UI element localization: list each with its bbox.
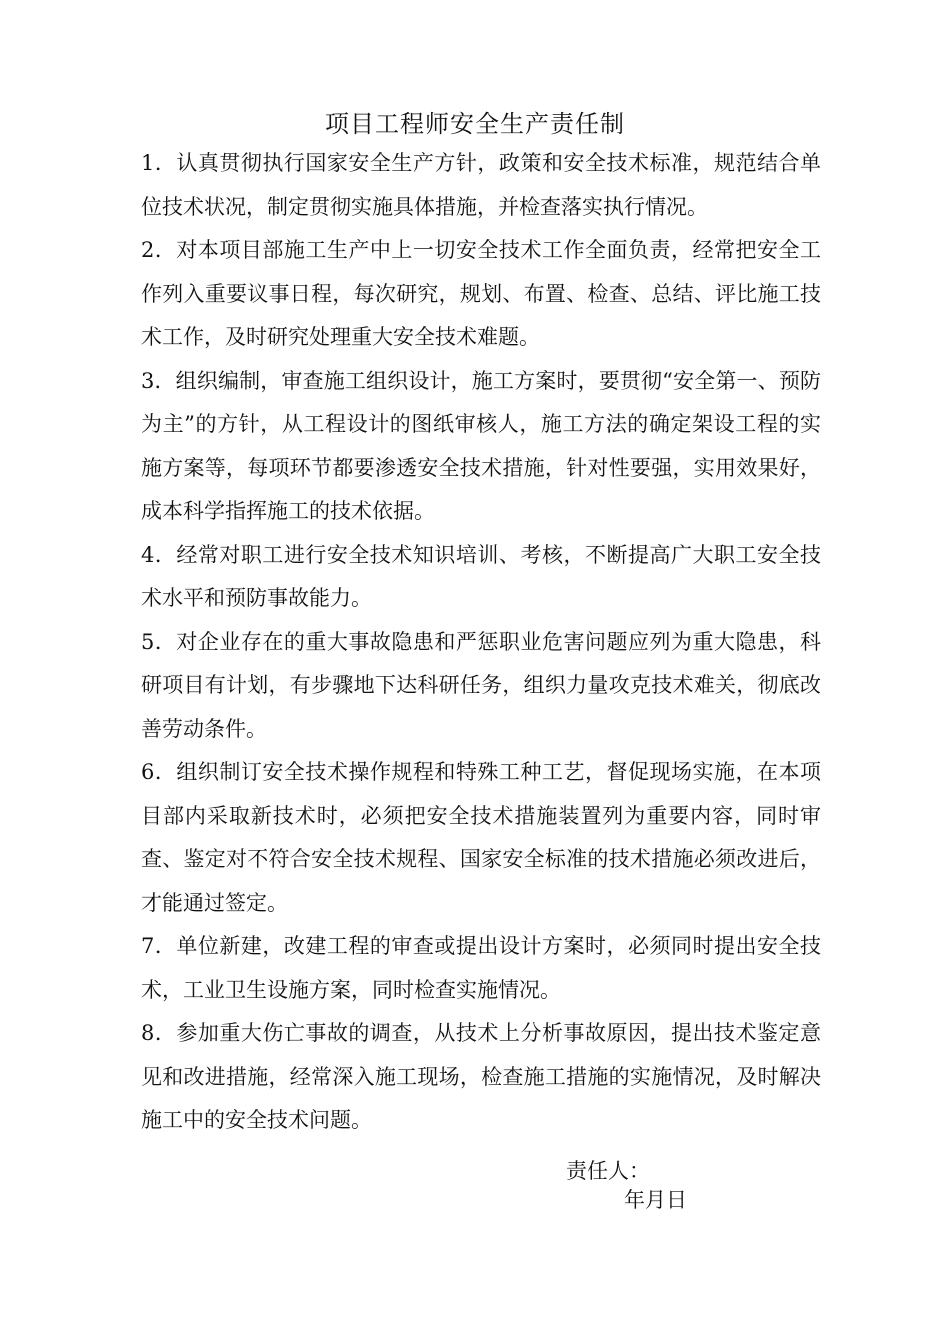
paragraph-8: 8．参加重大伤亡事故的调查，从技术上分析事故原因，提出技术鉴定意见和改进措施，经常深入施工现场，检查施工措施的实施情况，及时解决施工中的安全技术问题。: [141, 1021, 821, 1132]
signature-date-label: 年月日: [624, 1188, 687, 1212]
document-title: 项目工程师安全生产责任制: [325, 110, 625, 138]
paragraph-2: 2．对本项目部施工生产中上一切安全技术工作全面负责，经常把安全工作列入重要议事日程，每次研究，规划、布置、检查、总结、评比施工技术工作，及时研究处理重大安全技术难题。: [141, 238, 821, 349]
paragraph-7: 7．单位新建，改建工程的审查或提出设计方案时，必须同时提出安全技术，工业卫生设施方案，同时检查实施情况。: [141, 934, 821, 1002]
paragraph-3: 3．组织编制，审查施工组织设计，施工方案时，要贯彻“安全第一、预防为主”的方针，从工程设计的图纸审核人，施工方法的确定架设工程的实施方案等，每项环节都要渗透安全技术措施，针对性要强，实用效果好，成本科学指挥施工的技术依据。: [141, 368, 821, 523]
paragraph-5: 5．对企业存在的重大事故隐患和严惩职业危害问题应列为重大隐患，科研项目有计划，有步骤地下达科研任务，组织力量攻克技术难关，彻底改善劳动条件。: [141, 629, 821, 741]
document-body: [141, 142, 821, 1143]
paragraph-1: 1．认真贯彻执行国家安全生产方针，政策和安全技术标准，规范结合单位技术状况，制定贯彻实施具体措施，并检查落实执行情况。: [141, 151, 821, 219]
paragraph-6: 6．组织制订安全技术操作规程和特殊工种工艺，督促现场实施，在本项目部内采取新技术时，必须把安全技术措施装置列为重要内容，同时审查、鉴定对不符合安全技术规程、国家安全标准的技术措施必须改进后，才能通过签定。: [141, 760, 821, 915]
paragraph-4: 4．经常对职工进行安全技术知识培训、考核，不断提高广大职工安全技术水平和预防事故能力。: [141, 542, 821, 610]
signature-person-label: 责任人：: [566, 1159, 650, 1183]
